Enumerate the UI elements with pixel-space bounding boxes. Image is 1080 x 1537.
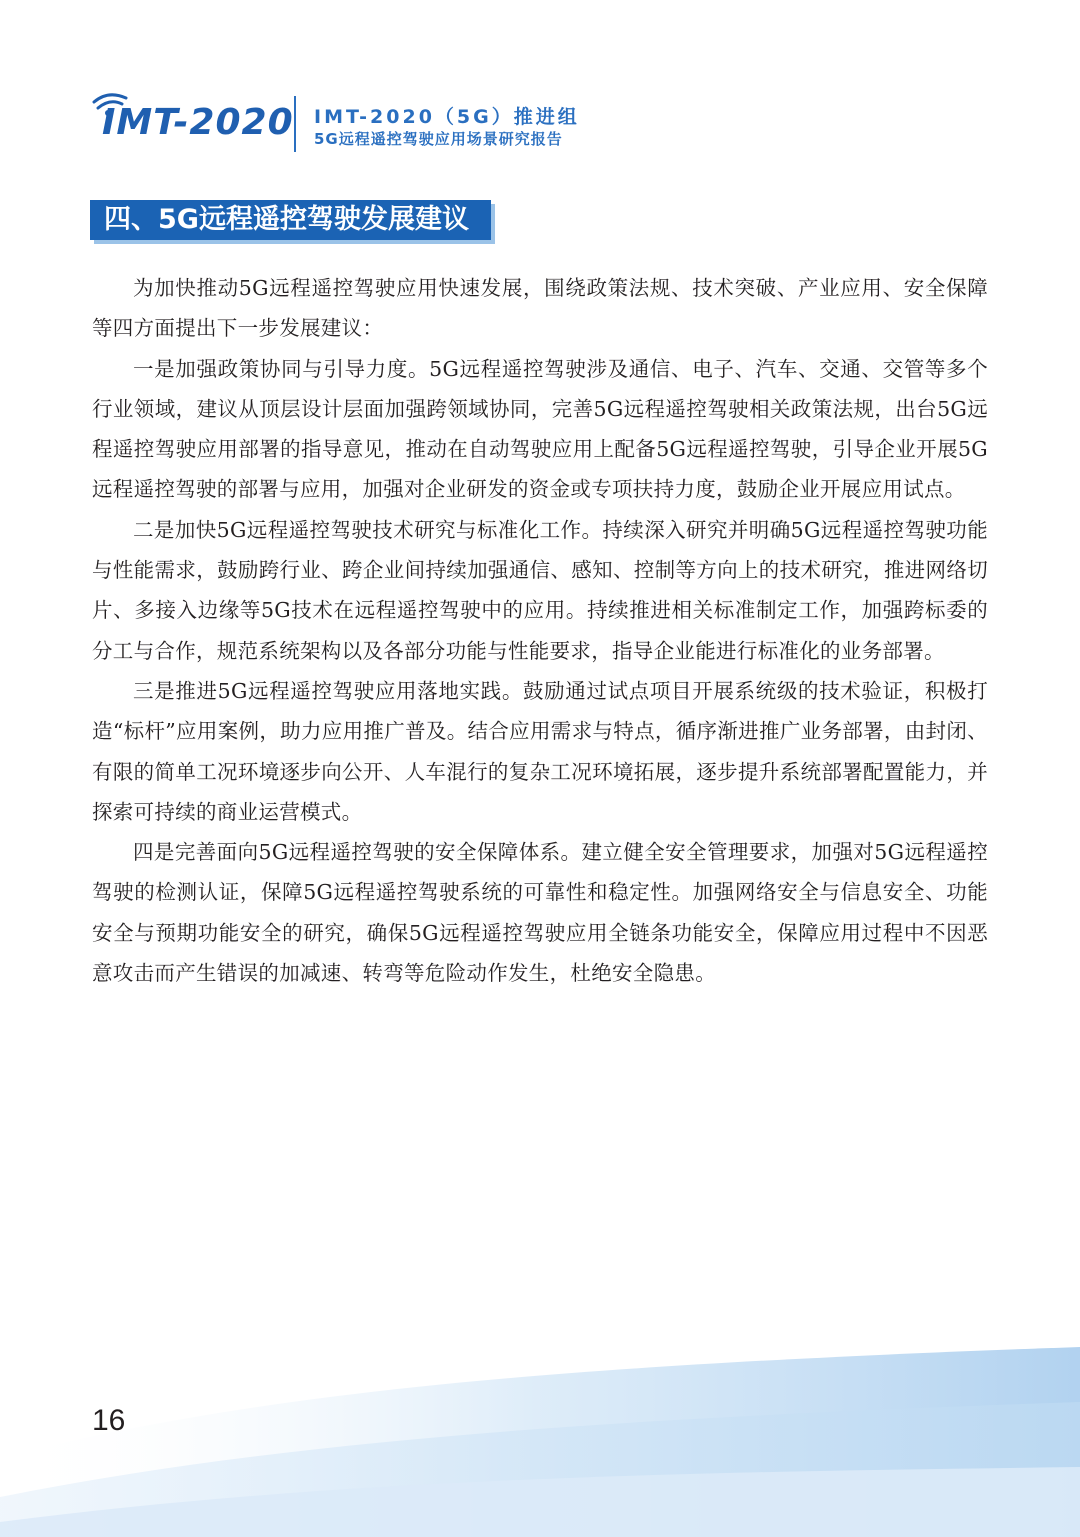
footer-wave-decoration	[0, 1307, 1080, 1537]
header-report-title: 5G远程遥控驾驶应用场景研究报告	[314, 130, 563, 148]
paragraph-standards: 二是加快5G远程遥控驾驶技术研究与标准化工作。持续深入研究并明确5G远程遥控驾驶功能与性能需求，鼓励跨行业、跨企业间持续加强通信、感知、控制等方向上的技术研究，推进网络切片、多接入边缘等5G技术在远程遥控驾驶中的应用。持续推进相关标准制定工作，加强跨标委的分工与合作，规范系统架构以及各部分功能与性能要求，指导企业能进行标准化的业务部署。	[92, 517, 988, 663]
header-org-name: IMT-2020（5G）推进组	[314, 106, 580, 128]
section-heading: 四、5G远程遥控驾驶发展建议	[90, 200, 491, 240]
paragraph-intro: 为加快推动5G远程遥控驾驶应用快速发展，围绕政策法规、技术突破、产业应用、安全保障等四方面提出下一步发展建议：	[92, 276, 988, 341]
paragraph-policy: 一是加强政策协同与引导力度。5G远程遥控驾驶涉及通信、电子、汽车、交通、交管等多个行业领域，建议从顶层设计层面加强跨领域协同，完善5G远程遥控驾驶相关政策法规，出台5G远程遥控驾驶应用部署的指导意见，推动在自动驾驶应用上配备5G远程遥控驾驶，引导企业开展5G远程遥控驾驶的部署与应用，加强对企业研发的资金或专项扶持力度，鼓励企业开展应用试点。	[92, 356, 988, 502]
logo-wordmark: IMT-2020	[102, 102, 294, 143]
page-number: 16	[92, 1404, 126, 1437]
page-header	[88, 88, 648, 158]
header-divider	[294, 96, 296, 152]
body-text	[92, 268, 988, 993]
paragraph-security: 四是完善面向5G远程遥控驾驶的安全保障体系。建立健全安全管理要求，加强对5G远程遥控驾驶的检测认证，保障5G远程遥控驾驶系统的可靠性和稳定性。加强网络安全与信息安全、功能安全与预期功能安全的研究，确保5G远程遥控驾驶应用全链条功能安全，保障应用过程中不因恶意攻击而产生错误的加减速、转弯等危险动作发生，杜绝安全隐患。	[92, 840, 988, 986]
paragraph-practice: 三是推进5G远程遥控驾驶应用落地实践。鼓励通过试点项目开展系统级的技术验证，积极打造“标杆”应用案例，助力应用推广普及。结合应用需求与特点，循序渐进推广业务部署，由封闭、有限的简单工况环境逐步向公开、人车混行的复杂工况环境拓展，逐步提升系统部署配置能力，并探索可持续的商业运营模式。	[92, 678, 988, 824]
imt2020-logo	[88, 88, 294, 154]
